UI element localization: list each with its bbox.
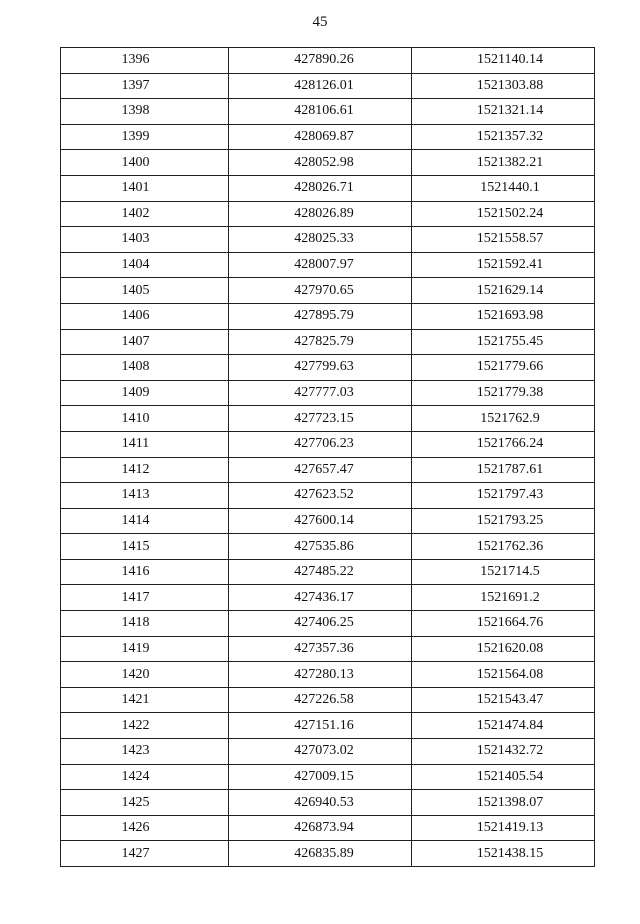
point-number-cell: 1425 bbox=[61, 790, 229, 816]
table-row bbox=[61, 380, 595, 406]
y-coordinate-cell: 1521398.07 bbox=[412, 790, 595, 816]
y-coordinate-cell: 1521797.43 bbox=[412, 483, 595, 509]
x-coordinate-cell: 427436.17 bbox=[229, 585, 412, 611]
x-coordinate-cell: 427600.14 bbox=[229, 508, 412, 534]
x-coordinate-cell: 428126.01 bbox=[229, 73, 412, 99]
table-row bbox=[61, 48, 595, 74]
y-coordinate-cell: 1521558.57 bbox=[412, 227, 595, 253]
table-row bbox=[61, 687, 595, 713]
y-coordinate-cell: 1521762.36 bbox=[412, 534, 595, 560]
point-number-cell: 1426 bbox=[61, 815, 229, 841]
point-number-cell: 1421 bbox=[61, 687, 229, 713]
table-row bbox=[61, 636, 595, 662]
table-row bbox=[61, 815, 595, 841]
y-coordinate-cell: 1521357.32 bbox=[412, 124, 595, 150]
point-number-cell: 1424 bbox=[61, 764, 229, 790]
table-row bbox=[61, 175, 595, 201]
x-coordinate-cell: 427357.36 bbox=[229, 636, 412, 662]
x-coordinate-cell: 428026.71 bbox=[229, 175, 412, 201]
y-coordinate-cell: 1521779.66 bbox=[412, 355, 595, 381]
x-coordinate-cell: 427706.23 bbox=[229, 431, 412, 457]
y-coordinate-cell: 1521405.54 bbox=[412, 764, 595, 790]
point-number-cell: 1423 bbox=[61, 739, 229, 765]
table-row bbox=[61, 99, 595, 125]
y-coordinate-cell: 1521382.21 bbox=[412, 150, 595, 176]
table-row bbox=[61, 201, 595, 227]
y-coordinate-cell: 1521440.1 bbox=[412, 175, 595, 201]
x-coordinate-cell: 427280.13 bbox=[229, 662, 412, 688]
point-number-cell: 1407 bbox=[61, 329, 229, 355]
point-number-cell: 1406 bbox=[61, 303, 229, 329]
x-coordinate-cell: 426940.53 bbox=[229, 790, 412, 816]
x-coordinate-cell: 427723.15 bbox=[229, 406, 412, 432]
y-coordinate-cell: 1521620.08 bbox=[412, 636, 595, 662]
y-coordinate-cell: 1521502.24 bbox=[412, 201, 595, 227]
table-row bbox=[61, 559, 595, 585]
table-row bbox=[61, 150, 595, 176]
x-coordinate-cell: 427406.25 bbox=[229, 611, 412, 637]
x-coordinate-cell: 427895.79 bbox=[229, 303, 412, 329]
table-row bbox=[61, 252, 595, 278]
x-coordinate-cell: 427009.15 bbox=[229, 764, 412, 790]
y-coordinate-cell: 1521592.41 bbox=[412, 252, 595, 278]
table-row bbox=[61, 483, 595, 509]
table-row bbox=[61, 303, 595, 329]
table-row bbox=[61, 508, 595, 534]
coordinates-table-body bbox=[61, 48, 595, 867]
point-number-cell: 1427 bbox=[61, 841, 229, 867]
y-coordinate-cell: 1521303.88 bbox=[412, 73, 595, 99]
point-number-cell: 1408 bbox=[61, 355, 229, 381]
table-row bbox=[61, 73, 595, 99]
x-coordinate-cell: 428106.61 bbox=[229, 99, 412, 125]
y-coordinate-cell: 1521564.08 bbox=[412, 662, 595, 688]
x-coordinate-cell: 426835.89 bbox=[229, 841, 412, 867]
x-coordinate-cell: 426873.94 bbox=[229, 815, 412, 841]
point-number-cell: 1411 bbox=[61, 431, 229, 457]
y-coordinate-cell: 1521321.14 bbox=[412, 99, 595, 125]
table-row bbox=[61, 431, 595, 457]
table-row bbox=[61, 124, 595, 150]
x-coordinate-cell: 428026.89 bbox=[229, 201, 412, 227]
coordinates-table bbox=[60, 47, 595, 867]
y-coordinate-cell: 1521438.15 bbox=[412, 841, 595, 867]
y-coordinate-cell: 1521419.13 bbox=[412, 815, 595, 841]
point-number-cell: 1399 bbox=[61, 124, 229, 150]
table-row bbox=[61, 739, 595, 765]
table-row bbox=[61, 585, 595, 611]
point-number-cell: 1413 bbox=[61, 483, 229, 509]
x-coordinate-cell: 428025.33 bbox=[229, 227, 412, 253]
x-coordinate-cell: 427799.63 bbox=[229, 355, 412, 381]
x-coordinate-cell: 427657.47 bbox=[229, 457, 412, 483]
y-coordinate-cell: 1521543.47 bbox=[412, 687, 595, 713]
x-coordinate-cell: 427777.03 bbox=[229, 380, 412, 406]
table-row bbox=[61, 227, 595, 253]
page-number: 45 bbox=[312, 14, 328, 30]
point-number-cell: 1412 bbox=[61, 457, 229, 483]
table-row bbox=[61, 611, 595, 637]
y-coordinate-cell: 1521693.98 bbox=[412, 303, 595, 329]
point-number-cell: 1420 bbox=[61, 662, 229, 688]
y-coordinate-cell: 1521779.38 bbox=[412, 380, 595, 406]
table-row bbox=[61, 278, 595, 304]
x-coordinate-cell: 427073.02 bbox=[229, 739, 412, 765]
table-row bbox=[61, 406, 595, 432]
x-coordinate-cell: 427226.58 bbox=[229, 687, 412, 713]
table-row bbox=[61, 841, 595, 867]
x-coordinate-cell: 427151.16 bbox=[229, 713, 412, 739]
point-number-cell: 1409 bbox=[61, 380, 229, 406]
x-coordinate-cell: 428007.97 bbox=[229, 252, 412, 278]
table-row bbox=[61, 457, 595, 483]
point-number-cell: 1403 bbox=[61, 227, 229, 253]
y-coordinate-cell: 1521787.61 bbox=[412, 457, 595, 483]
x-coordinate-cell: 427535.86 bbox=[229, 534, 412, 560]
x-coordinate-cell: 427825.79 bbox=[229, 329, 412, 355]
table-row bbox=[61, 662, 595, 688]
point-number-cell: 1418 bbox=[61, 611, 229, 637]
table-row bbox=[61, 790, 595, 816]
x-coordinate-cell: 427890.26 bbox=[229, 48, 412, 74]
point-number-cell: 1417 bbox=[61, 585, 229, 611]
y-coordinate-cell: 1521629.14 bbox=[412, 278, 595, 304]
x-coordinate-cell: 427485.22 bbox=[229, 559, 412, 585]
y-coordinate-cell: 1521755.45 bbox=[412, 329, 595, 355]
point-number-cell: 1404 bbox=[61, 252, 229, 278]
point-number-cell: 1397 bbox=[61, 73, 229, 99]
point-number-cell: 1401 bbox=[61, 175, 229, 201]
table-row bbox=[61, 764, 595, 790]
point-number-cell: 1422 bbox=[61, 713, 229, 739]
table-row bbox=[61, 713, 595, 739]
y-coordinate-cell: 1521793.25 bbox=[412, 508, 595, 534]
table-row bbox=[61, 534, 595, 560]
point-number-cell: 1405 bbox=[61, 278, 229, 304]
point-number-cell: 1414 bbox=[61, 508, 229, 534]
table-row bbox=[61, 355, 595, 381]
y-coordinate-cell: 1521432.72 bbox=[412, 739, 595, 765]
point-number-cell: 1415 bbox=[61, 534, 229, 560]
y-coordinate-cell: 1521762.9 bbox=[412, 406, 595, 432]
point-number-cell: 1400 bbox=[61, 150, 229, 176]
x-coordinate-cell: 427623.52 bbox=[229, 483, 412, 509]
point-number-cell: 1396 bbox=[61, 48, 229, 74]
y-coordinate-cell: 1521766.24 bbox=[412, 431, 595, 457]
point-number-cell: 1402 bbox=[61, 201, 229, 227]
y-coordinate-cell: 1521474.84 bbox=[412, 713, 595, 739]
x-coordinate-cell: 428052.98 bbox=[229, 150, 412, 176]
y-coordinate-cell: 1521140.14 bbox=[412, 48, 595, 74]
point-number-cell: 1419 bbox=[61, 636, 229, 662]
y-coordinate-cell: 1521691.2 bbox=[412, 585, 595, 611]
x-coordinate-cell: 427970.65 bbox=[229, 278, 412, 304]
point-number-cell: 1416 bbox=[61, 559, 229, 585]
point-number-cell: 1398 bbox=[61, 99, 229, 125]
x-coordinate-cell: 428069.87 bbox=[229, 124, 412, 150]
table-row bbox=[61, 329, 595, 355]
y-coordinate-cell: 1521714.5 bbox=[412, 559, 595, 585]
y-coordinate-cell: 1521664.76 bbox=[412, 611, 595, 637]
point-number-cell: 1410 bbox=[61, 406, 229, 432]
